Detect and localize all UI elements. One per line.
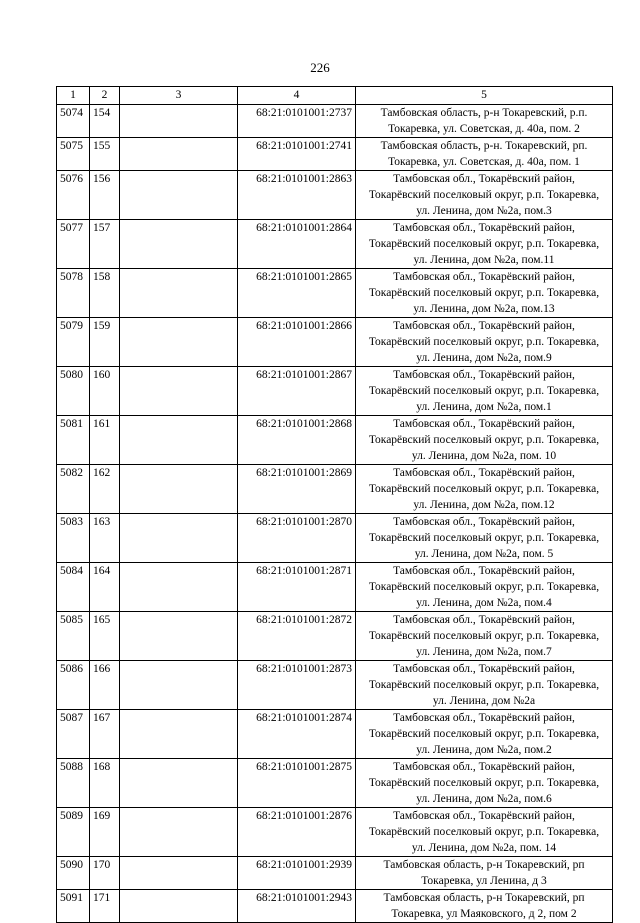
- address-cell: [356, 514, 613, 563]
- column-3-cell: [120, 514, 238, 563]
- item-number-cell: 159: [90, 318, 120, 367]
- cadastral-number-cell: 68:21:0101001:2872: [238, 612, 356, 661]
- column-number-1: 1: [57, 87, 90, 105]
- column-3-cell: [120, 890, 238, 923]
- registry-number-cell: 5090: [57, 857, 90, 890]
- address-line: Тамбовская обл., Токарёвский район,: [393, 614, 575, 626]
- table-row: [57, 138, 613, 171]
- cadastral-number-cell: 68:21:0101001:2943: [238, 890, 356, 923]
- address-line: ул. Ленина, дом №2а, пом.3: [416, 205, 552, 217]
- address-line: ул. Ленина, дом №2а, пом. 14: [411, 842, 557, 854]
- address-cell: [356, 269, 613, 318]
- address-line: Тамбовская обл., Токарёвский район,: [393, 712, 575, 724]
- address-line: Токарёвский поселковый округ, р.п. Токаревка,: [368, 679, 600, 691]
- column-3-cell: [120, 759, 238, 808]
- address-line: Токарёвский поселковый округ, р.п. Токаревка,: [368, 287, 600, 299]
- cadastral-number-cell: 68:21:0101001:2867: [238, 367, 356, 416]
- address-line: ул. Ленина, дом №2а, пом.12: [413, 499, 555, 511]
- registry-number-cell: 5087: [57, 710, 90, 759]
- table-row: [57, 367, 613, 416]
- column-number-5: 5: [356, 87, 613, 105]
- cadastral-number-cell: 68:21:0101001:2868: [238, 416, 356, 465]
- address-line: Тамбовская обл., Токарёвский район,: [393, 516, 575, 528]
- address-cell: [356, 220, 613, 269]
- cadastral-number-cell: 68:21:0101001:2863: [238, 171, 356, 220]
- address-cell: [356, 367, 613, 416]
- column-3-cell: [120, 857, 238, 890]
- table-row: [57, 808, 613, 857]
- cadastral-number-cell: 68:21:0101001:2865: [238, 269, 356, 318]
- column-3-cell: [120, 171, 238, 220]
- item-number-cell: 158: [90, 269, 120, 318]
- address-line: Токарёвский поселковый округ, р.п. Токаревка,: [368, 532, 600, 544]
- address-cell: [356, 710, 613, 759]
- column-3-cell: [120, 563, 238, 612]
- address-line: Токарёвский поселковый округ, р.п. Токаревка,: [368, 189, 600, 201]
- address-line: Токаревка, ул. Советская, д. 40а, пом. 1: [388, 156, 580, 168]
- cadastral-number-cell: 68:21:0101001:2876: [238, 808, 356, 857]
- cadastral-number-cell: 68:21:0101001:2939: [238, 857, 356, 890]
- cadastral-number-cell: 68:21:0101001:2873: [238, 661, 356, 710]
- column-3-cell: [120, 710, 238, 759]
- address-line: Токаревка, ул Ленина, д 3: [421, 875, 547, 887]
- table-row: [57, 465, 613, 514]
- column-number-2: 2: [90, 87, 120, 105]
- cadastral-number-cell: 68:21:0101001:2866: [238, 318, 356, 367]
- address-line: Тамбовская обл., Токарёвский район,: [393, 810, 575, 822]
- address-line: Тамбовская обл., Токарёвский район,: [393, 761, 575, 773]
- address-line: ул. Ленина, дом №2а, пом.4: [416, 597, 552, 609]
- table-row: [57, 171, 613, 220]
- cadastral-number-cell: 68:21:0101001:2864: [238, 220, 356, 269]
- address-line: ул. Ленина, дом №2а, пом. 10: [411, 450, 557, 462]
- address-line: Токарёвский поселковый округ, р.п. Токаревка,: [368, 581, 600, 593]
- table-row: [57, 269, 613, 318]
- address-line: ул. Ленина, дом №2а, пом.7: [416, 646, 552, 658]
- address-line: Тамбовская область, р-н Токаревский, рп: [383, 892, 585, 904]
- registry-number-cell: 5089: [57, 808, 90, 857]
- column-3-cell: [120, 367, 238, 416]
- table-row: [57, 514, 613, 563]
- address-cell: [356, 171, 613, 220]
- item-number-cell: 161: [90, 416, 120, 465]
- address-cell: [356, 759, 613, 808]
- cadastral-number-cell: 68:21:0101001:2870: [238, 514, 356, 563]
- address-line: Тамбовская обл., Токарёвский район,: [393, 222, 575, 234]
- table-row: [57, 710, 613, 759]
- address-line: Тамбовская область, р-н. Токаревский, рп.: [380, 140, 588, 152]
- registry-number-cell: 5080: [57, 367, 90, 416]
- item-number-cell: 168: [90, 759, 120, 808]
- cadastral-number-cell: 68:21:0101001:2741: [238, 138, 356, 171]
- table-row: [57, 890, 613, 923]
- column-number-4: 4: [238, 87, 356, 105]
- registry-number-cell: 5079: [57, 318, 90, 367]
- table-row: [57, 416, 613, 465]
- registry-number-cell: 5082: [57, 465, 90, 514]
- address-line: Тамбовская обл., Токарёвский район,: [393, 320, 575, 332]
- item-number-cell: 167: [90, 710, 120, 759]
- registry-number-cell: 5085: [57, 612, 90, 661]
- address-line: Тамбовская обл., Токарёвский район,: [393, 418, 575, 430]
- address-line: Тамбовская обл., Токарёвский район,: [393, 271, 575, 283]
- table-row: [57, 759, 613, 808]
- table-row: [57, 857, 613, 890]
- address-line: Токарёвский поселковый округ, р.п. Токаревка,: [368, 630, 600, 642]
- address-line: Токарёвский поселковый округ, р.п. Токаревка,: [368, 777, 600, 789]
- cadastral-number-cell: 68:21:0101001:2871: [238, 563, 356, 612]
- address-cell: [356, 563, 613, 612]
- address-line: Токарёвский поселковый округ, р.п. Токаревка,: [368, 336, 600, 348]
- registry-number-cell: 5091: [57, 890, 90, 923]
- table-row: [57, 105, 613, 138]
- item-number-cell: 156: [90, 171, 120, 220]
- column-3-cell: [120, 661, 238, 710]
- address-cell: [356, 465, 613, 514]
- address-cell: [356, 661, 613, 710]
- address-cell: [356, 138, 613, 171]
- address-line: Токарёвский поселковый округ, р.п. Токаревка,: [368, 434, 600, 446]
- address-cell: [356, 416, 613, 465]
- address-line: Тамбовская обл., Токарёвский район,: [393, 173, 575, 185]
- item-number-cell: 160: [90, 367, 120, 416]
- item-number-cell: 154: [90, 105, 120, 138]
- item-number-cell: 162: [90, 465, 120, 514]
- table-row: [57, 220, 613, 269]
- property-registry-table: [56, 86, 613, 923]
- address-line: Тамбовская область, р-н Токаревский, рп: [383, 859, 585, 871]
- address-cell: [356, 857, 613, 890]
- address-line: ул. Ленина, дом №2а, пом.13: [413, 303, 555, 315]
- table-row: [57, 563, 613, 612]
- address-line: ул. Ленина, дом №2а, пом.2: [416, 744, 552, 756]
- registry-number-cell: 5086: [57, 661, 90, 710]
- column-3-cell: [120, 220, 238, 269]
- item-number-cell: 170: [90, 857, 120, 890]
- address-line: Тамбовская обл., Токарёвский район,: [393, 467, 575, 479]
- registry-number-cell: 5088: [57, 759, 90, 808]
- address-line: ул. Ленина, дом №2а, пом. 5: [414, 548, 554, 560]
- address-line: ул. Ленина, дом №2а, пом.6: [416, 793, 552, 805]
- registry-number-cell: 5081: [57, 416, 90, 465]
- column-3-cell: [120, 105, 238, 138]
- cadastral-number-cell: 68:21:0101001:2737: [238, 105, 356, 138]
- item-number-cell: 166: [90, 661, 120, 710]
- address-line: Токарёвский поселковый округ, р.п. Токаревка,: [368, 483, 600, 495]
- address-line: Токарёвский поселковый округ, р.п. Токаревка,: [368, 826, 600, 838]
- item-number-cell: 171: [90, 890, 120, 923]
- registry-number-cell: 5076: [57, 171, 90, 220]
- address-line: Токаревка, ул. Советская, д. 40а, пом. 2: [388, 123, 580, 135]
- column-3-cell: [120, 318, 238, 367]
- column-3-cell: [120, 416, 238, 465]
- table-row: [57, 612, 613, 661]
- item-number-cell: 157: [90, 220, 120, 269]
- item-number-cell: 165: [90, 612, 120, 661]
- page-number: 226: [310, 60, 330, 75]
- address-line: Тамбовская обл., Токарёвский район,: [393, 663, 575, 675]
- item-number-cell: 163: [90, 514, 120, 563]
- registry-number-cell: 5074: [57, 105, 90, 138]
- item-number-cell: 164: [90, 563, 120, 612]
- address-line: ул. Ленина, дом №2а, пом.9: [416, 352, 552, 364]
- address-cell: [356, 808, 613, 857]
- table-row: [57, 318, 613, 367]
- registry-number-cell: 5084: [57, 563, 90, 612]
- cadastral-number-cell: 68:21:0101001:2875: [238, 759, 356, 808]
- column-3-cell: [120, 808, 238, 857]
- column-3-cell: [120, 465, 238, 514]
- address-line: ул. Ленина, дом №2а: [432, 695, 536, 707]
- address-line: Токарёвский поселковый округ, р.п. Токаревка,: [368, 385, 600, 397]
- cadastral-number-cell: 68:21:0101001:2869: [238, 465, 356, 514]
- registry-number-cell: 5077: [57, 220, 90, 269]
- address-line: ул. Ленина, дом №2а, пом.1: [416, 401, 552, 413]
- address-cell: [356, 890, 613, 923]
- registry-number-cell: 5078: [57, 269, 90, 318]
- address-line: Тамбовская область, р-н Токаревский, р.п.: [380, 107, 588, 119]
- registry-number-cell: 5075: [57, 138, 90, 171]
- item-number-cell: 155: [90, 138, 120, 171]
- item-number-cell: 169: [90, 808, 120, 857]
- address-line: Тамбовская обл., Токарёвский район,: [393, 369, 575, 381]
- address-cell: [356, 105, 613, 138]
- address-cell: [356, 318, 613, 367]
- address-line: Токарёвский поселковый округ, р.п. Токаревка,: [368, 238, 600, 250]
- address-line: Тамбовская обл., Токарёвский район,: [393, 565, 575, 577]
- address-line: Токаревка, ул Маяковского, д 2, пом 2: [391, 908, 577, 920]
- address-line: Токарёвский поселковый округ, р.п. Токаревка,: [368, 728, 600, 740]
- column-number-3: 3: [120, 87, 238, 105]
- cadastral-number-cell: 68:21:0101001:2874: [238, 710, 356, 759]
- column-3-cell: [120, 269, 238, 318]
- column-3-cell: [120, 612, 238, 661]
- address-cell: [356, 612, 613, 661]
- address-line: ул. Ленина, дом №2а, пом.11: [413, 254, 555, 266]
- column-3-cell: [120, 138, 238, 171]
- table-row: [57, 661, 613, 710]
- column-number-row: [57, 87, 613, 105]
- registry-number-cell: 5083: [57, 514, 90, 563]
